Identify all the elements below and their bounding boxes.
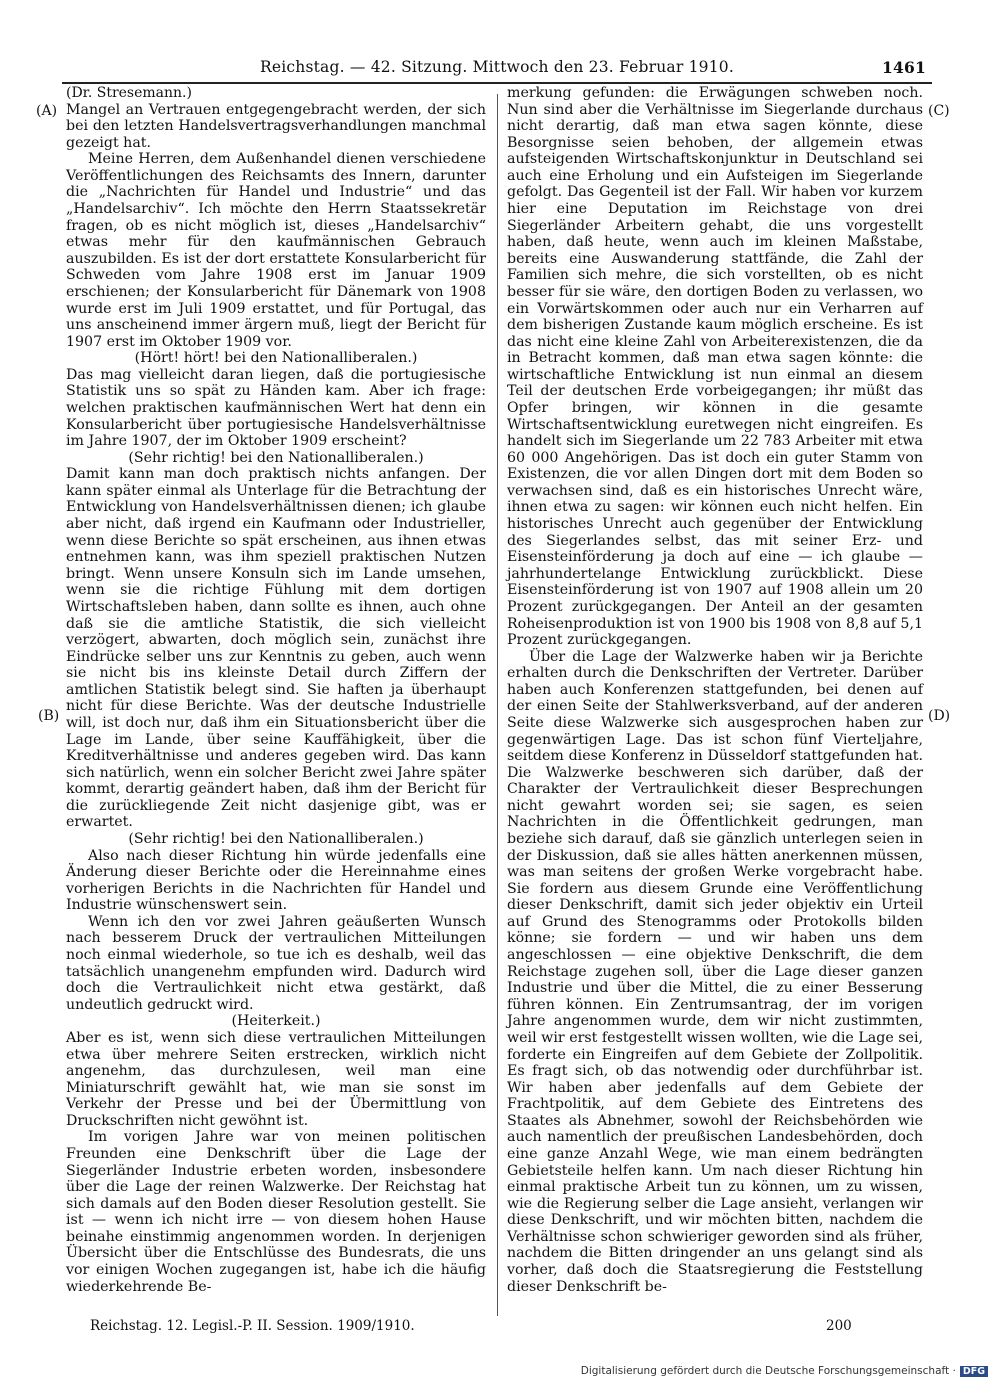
footer-session-line: Reichstag. 12. Legisl.-P. II. Session. 1909/1910.	[90, 1318, 415, 1334]
interjection: (Hört! hört! bei den Nationalliberalen.)	[134, 350, 418, 367]
paragraph: Mangel an Vertrauen entgegengebracht werden, der sich bei den letzten Handelsvertragsverhandlungen manchmal gezeigt hat.	[66, 101, 486, 151]
column-divider	[497, 94, 498, 1316]
paragraph: Also nach dieser Richtung hin würde jedenfalls eine Änderung dieser Berichte oder die Hereinnahme eines vorherigen Berichts in die Nachrichten für Handel und Industrie wünschenswert sein.	[66, 847, 486, 914]
paragraph: Aber es ist, wenn sich diese vertraulichen Mitteilungen etwa über mehrere Seiten erstrecken, wirklich nicht angenehm, das durchzulesen, weil man eine Miniaturschrift gewählt hat, wie man sie sonst im Verkehr der Presse und bei der Übermittlung von Druckschriften nicht gewöhnt ist.	[66, 1029, 486, 1129]
paragraph: merkung gefunden: die Erwägungen schweben noch. Nun sind aber die Verhältnisse im Siegerlande durchaus nicht derartig, daß man etwa sagen könnte, diese Besorgnisse seien behoben, der allgemein etwas aufsteigenden Wirtschaftskonjunktur in Deutschland sei auch eine Erholung und ein Aufsteigen im Siegerlande gefolgt. Das Gegenteil ist der Fall. Wir haben vor kurzem hier eine Deputation im Reichstage von drei Siegerländer Arbeitern gehabt, die uns vorgestellt haben, daß heute, wenn auch im kleinen Maßstabe, bereits eine Auswanderung stattfände, die Zahl der Familien sich mehre, die sich vorstellten, ob es nicht besser für sie wäre, den dortigen Boden zu verlassen, wo ein Vorwärtskommen oder auch nur ein Verharren auf dem bisherigen Zustande kaum möglich erscheine. Es ist das nicht eine kleine Zahl von Arbeiterexistenzen, die da in Betracht kommen, daß man etwa sagen könnte: die wirtschaftliche Entwicklung ist nun einmal an diesem Teil der deutschen Erde vorbeigegangen; ihr müßt das Opfer bringen, wir können in die gesamte Wirtschaftsentwicklung euretwegen nicht eingreifen. Es handelt sich im Siegerlande um 22 783 Arbeiter mit etwa 60 000 Angehörigen. Das ist doch ein guter Stamm von Existenzen, die vor allen Dingen dort mit dem Boden so verwachsen sind, daß es ein historisches Unrecht wäre, ihnen etwa zu sagen: wir können euch nicht helfen. Ein historisches Unrecht auch gegenüber der Entwicklung des Siegerlandes selbst, das mit seiner Erz- und Eisensteinförderung ja doch auf eine — ich glaube — jahrhundertelange Entwicklung zurückblickt. Diese Eisensteinförderung ist von 1907 auf 1908 allein um 20 Prozent zurückgegangen. Der Anteil an der gesamten Roheisenproduktion ist von 1900 bis 1908 von 8,8 auf 5,1 Prozent zurückgegangen.	[507, 85, 923, 649]
header-rule	[62, 82, 932, 84]
interjection: (Sehr richtig! bei den Nationalliberalen.)	[128, 449, 424, 466]
paragraph: Über die Lage der Walzwerke haben wir ja Berichte erhalten durch die Denkschriften der Vertreter. Darüber haben auch Konferenzen stattgefunden, bei denen auf der einen Seite der Stahlwerksverband, auf der anderen Seite diese Walzwerke sich ausgesprochen haben zur gegenwärtigen Lage. Das ist schon fünf Vierteljahre, seitdem diese Konferenz in Düsseldorf stattgefunden hat. Die Walzwerke beschweren sich darüber, daß der Charakter der Vertraulichkeit dieser Besprechungen nicht gewahrt worden sei; sie sagen, es seien Nachrichten in die Öffentlichkeit gedrungen, man beziehe sich darauf, daß sie gänzlich unterlegen seien in der Diskussion, daß sie alles hätten anerkennen müssen, was man seitens der großen Werke vorgebracht habe. Sie fordern aus diesem Grunde eine Veröffentlichung dieser Denkschrift, damit sich jeder objektiv ein Urteil auf Grund des Stenogramms oder Protokolls bilden könne; sie fordern — und wir haben uns dem angeschlossen — eine objektive Denkschrift, die dem Reichstage zugehen soll, über die Lage dieser ganzen Industrie und über die Mittel, die zu einer Besserung führen können. Ein Zentrumsantrag, der im vorigen Jahre angenommen wurde, dem wir nicht zustimmten, weil wir erst festgestellt wissen wollten, wie die Lage sei, forderte ein Eingreifen auf dem Gebiete der Zollpolitik. Es fragt sich, ob das notwendig oder durchführbar ist. Wir haben aber jedenfalls auf dem Gebiete der Frachtpolitik, auf dem Gebiete des Eintretens des Staates als Abnehmer, sowohl der Reichsbehörden wie auch namentlich der preußischen Landesbehörden, doch eine ganze Anzahl Wege, wie man einem bedrängten Gebietsteile helfen kann. Um nach dieser Richtung hin einmal praktische Arbeit tun zu können, um zu wissen, wie die Regierung selber die Lage ansieht, verlangen wir diese Denkschrift, und wir möchten bitten, nachdem die Verhältnisse schon schwieriger geworden sind als früher, nachdem die Bitten dringender an uns gelangt sind als vorher, daß doch die Staatsregierung die Feststellung dieser Denkschrift be-	[507, 648, 923, 1295]
margin-marker-b: (B)	[38, 708, 60, 724]
paragraph: Meine Herren, dem Außenhandel dienen verschiedene Veröffentlichungen des Reichsamts des Innern, darunter die „Nachrichten für Handel und Industrie“ und das „Handelsarchiv“. Ich möchte den Herrn Staatssekretär fragen, ob es nicht möglich ist, dieses „Handelsarchiv“ etwas mehr für den kaufmännischen Gebrauch auszubilden. Es ist der dort erstattete Konsularbericht für Schweden vom Jahre 1908 erst im Januar 1909 erschienen; der Konsularbericht für Dänemark von 1908 wurde erst im Juli 1909 erstattet, und für Portugal, das uns anscheinend immer ärgern muß, liegt der Bericht für 1907 erst im Oktober 1909 vor.	[66, 151, 486, 350]
digitization-credit	[581, 1365, 988, 1377]
interjection: (Sehr richtig! bei den Nationalliberalen.)	[128, 831, 424, 848]
interjection: (Heiterkeit.)	[231, 1013, 321, 1030]
running-title: Reichstag. — 42. Sitzung. Mittwoch den 23. Februar 1910.	[260, 58, 734, 76]
page-header	[62, 58, 932, 80]
paragraph: Das mag vielleicht daran liegen, daß die portugiesische Statistik uns so spät zu Händen kam. Aber ich frage: welchen praktischen kaufmännischen Wert hat denn ein Konsularbericht über portugiesische Handelsverhältnisse im Jahre 1907, der im Oktober 1909 erscheint?	[66, 366, 486, 450]
dfg-logo: DFG	[960, 1366, 988, 1377]
paragraph: Wenn ich den vor zwei Jahren geäußerten Wunsch nach besserem Druck der vertraulichen Mitteilungen noch einmal wiederhole, so tue ich es deshalb, weil das tatsächlich unangenehm empfunden wird. Dadurch wird doch die Vertraulichkeit nicht etwa gestärkt, daß undeutlich gedruckt wird.	[66, 913, 486, 1013]
right-column	[507, 85, 923, 1295]
footer-signature-number: 200	[826, 1318, 852, 1334]
margin-marker-c: (C)	[928, 103, 950, 119]
paragraph: Im vorigen Jahre war von meinen politischen Freunden eine Denkschrift über die Lage der Siegerländer Industrie erbeten worden, insbesondere über die Lage der reinen Walzwerke. Der Reichstag hat sich damals auf den Boden dieser Resolution gestellt. Sie ist — wenn ich nicht irre — von diesem hohen Hause beinahe einstimmig angenommen worden. In derjenigen Übersicht über die Entschlüsse des Bundesrats, die uns vor einigen Wochen zugegangen ist, habe ich die häufig wiederkehrende Be-	[66, 1129, 486, 1295]
credit-text: Digitalisierung gefördert durch die Deutsche Forschungsgemeinschaft ·	[580, 1365, 956, 1377]
left-column	[66, 85, 486, 1295]
margin-marker-d: (D)	[928, 708, 951, 724]
speaker-label: (Dr. Stresemann.)	[66, 85, 192, 101]
paragraph: Damit kann man doch praktisch nichts anfangen. Der kann später einmal als Unterlage für die Betrachtung der Entwicklung von Handelsverhältnissen dienen; ich glaube aber nicht, daß irgend ein Kaufmann oder Industrieller, wenn diese Berichte so spät erscheinen, aus ihnen etwas entnehmen kann, was ihm speziell praktischen Nutzen bringt. Wenn unsere Konsuln sich im Lande umsehen, wenn sie die richtige Fühlung mit dem dortigen Wirtschaftsleben haben, dann sollte es ihnen, auch ohne daß sie die amtliche Statistik, die sich vielleicht verzögert, abwarten, doch möglich sein, zunächst ihre Eindrücke selber uns zur Kenntnis zu geben, auch wenn sie nicht bis ins kleinste Detail durch Ziffern der amtlichen Statistik belegt sind. Sie haften ja überhaupt nicht für diese Berichte. Was der deutsche Industrielle will, ist doch nur, daß ihm ein Situationsbericht über die Lage im Lande, über seine Kauffähigkeit, über die Kreditverhältnisse und anderes gegeben wird. Das kann sich natürlich, wenn ein solcher Bericht zwei Jahre später kommt, derartig geändert haben, daß ihm der Bericht für die zurückliegende Zeit nicht dasjenige gibt, was er erwartet.	[66, 466, 486, 831]
page-number: 1461	[882, 58, 926, 77]
margin-marker-a: (A)	[36, 103, 58, 119]
